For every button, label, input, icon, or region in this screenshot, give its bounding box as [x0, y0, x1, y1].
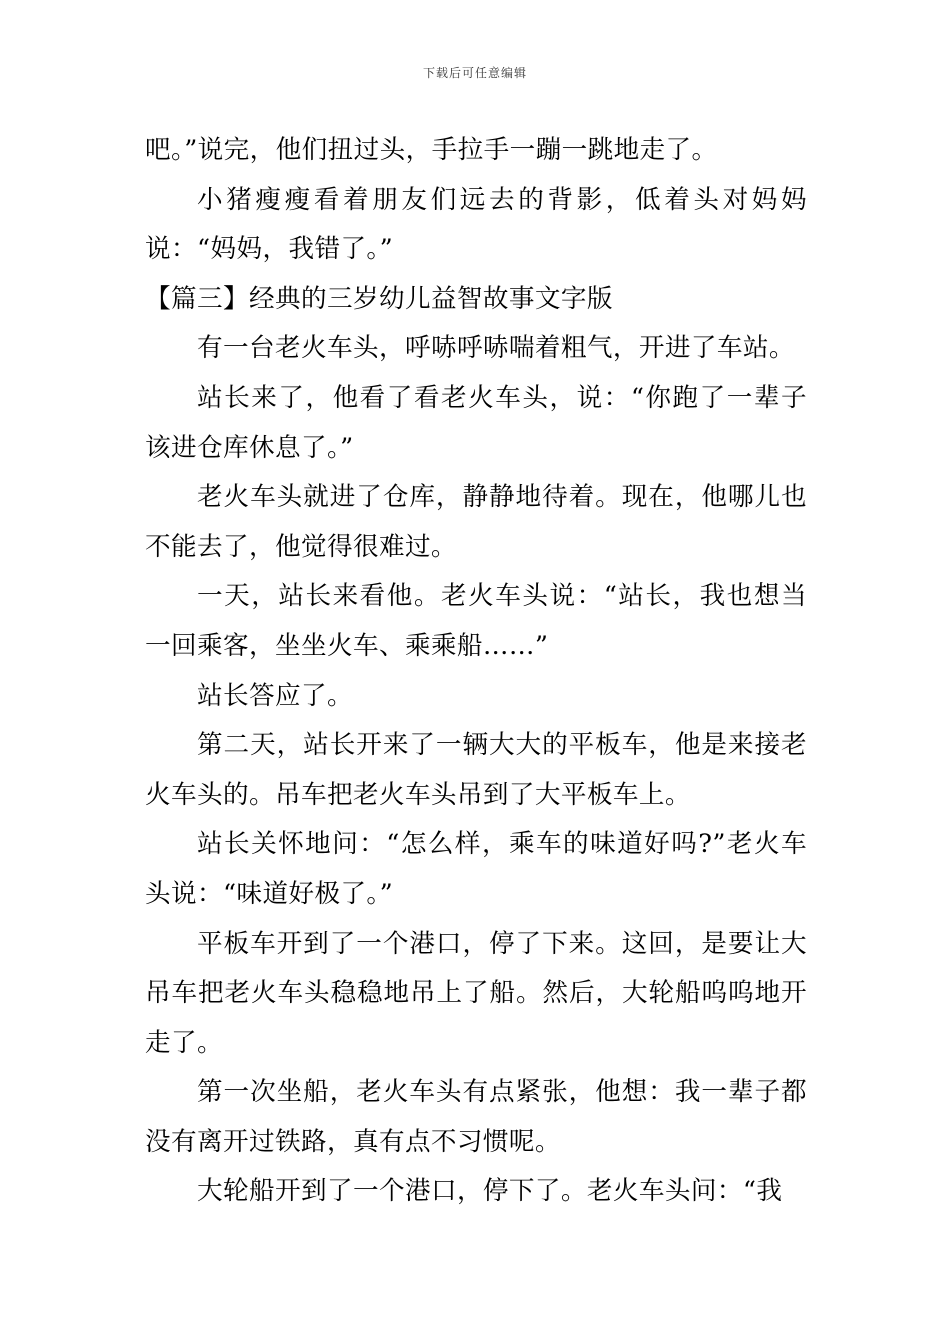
paragraph-2: 小猪瘦瘦看着朋友们远去的背影，低着头对妈妈说：“妈妈，我错了。”: [145, 184, 807, 265]
paragraph-8: 站长答应了。: [197, 680, 353, 711]
section-heading: 【篇三】经典的三岁幼儿益智故事文字版: [145, 283, 613, 314]
paragraph-7: 一天，站长来看他。老火车头说：“站长，我也想当一回乘客，坐坐火车、乘乘船……”: [145, 581, 807, 661]
paragraph-10: 站长关怀地问：“怎么样，乘车的味道好吗?”老火车头说：“味道好极了。”: [145, 829, 807, 909]
paragraph-6: 老火车头就进了仓库，静静地待着。现在，他哪儿也不能去了，他觉得很难过。: [145, 482, 807, 562]
paragraph-4: 有一台老火车头，呼哧呼哧喘着粗气，开进了车站。: [197, 333, 795, 364]
paragraph-9: 第二天，站长开来了一辆大大的平板车，他是来接老火车头的。吊车把老火车头吊到了大平板车上。: [145, 730, 807, 810]
header-note: 下载后可任意编辑: [422, 66, 527, 80]
paragraph-11: 平板车开到了一个港口，停了下来。这回，是要让大吊车把老火车头稳稳地吊上了船。然后，大轮船呜呜地开走了。: [145, 928, 807, 1058]
paragraph-5: 站长来了，他看了看老火车头，说：“你跑了一辈子该进仓库休息了。”: [145, 382, 807, 463]
paragraph-1: 吧。”说完，他们扭过头，手拉手一蹦一跳地走了。: [145, 135, 718, 165]
paragraph-12: 第一次坐船，老火车头有点紧张，他想：我一辈子都没有离开过铁路，真有点不习惯呢。: [145, 1077, 807, 1157]
story-body: [145, 126, 807, 1217]
paragraph-13: 大轮船开到了一个港口，停下了。老火车头问：“我: [197, 1176, 783, 1207]
